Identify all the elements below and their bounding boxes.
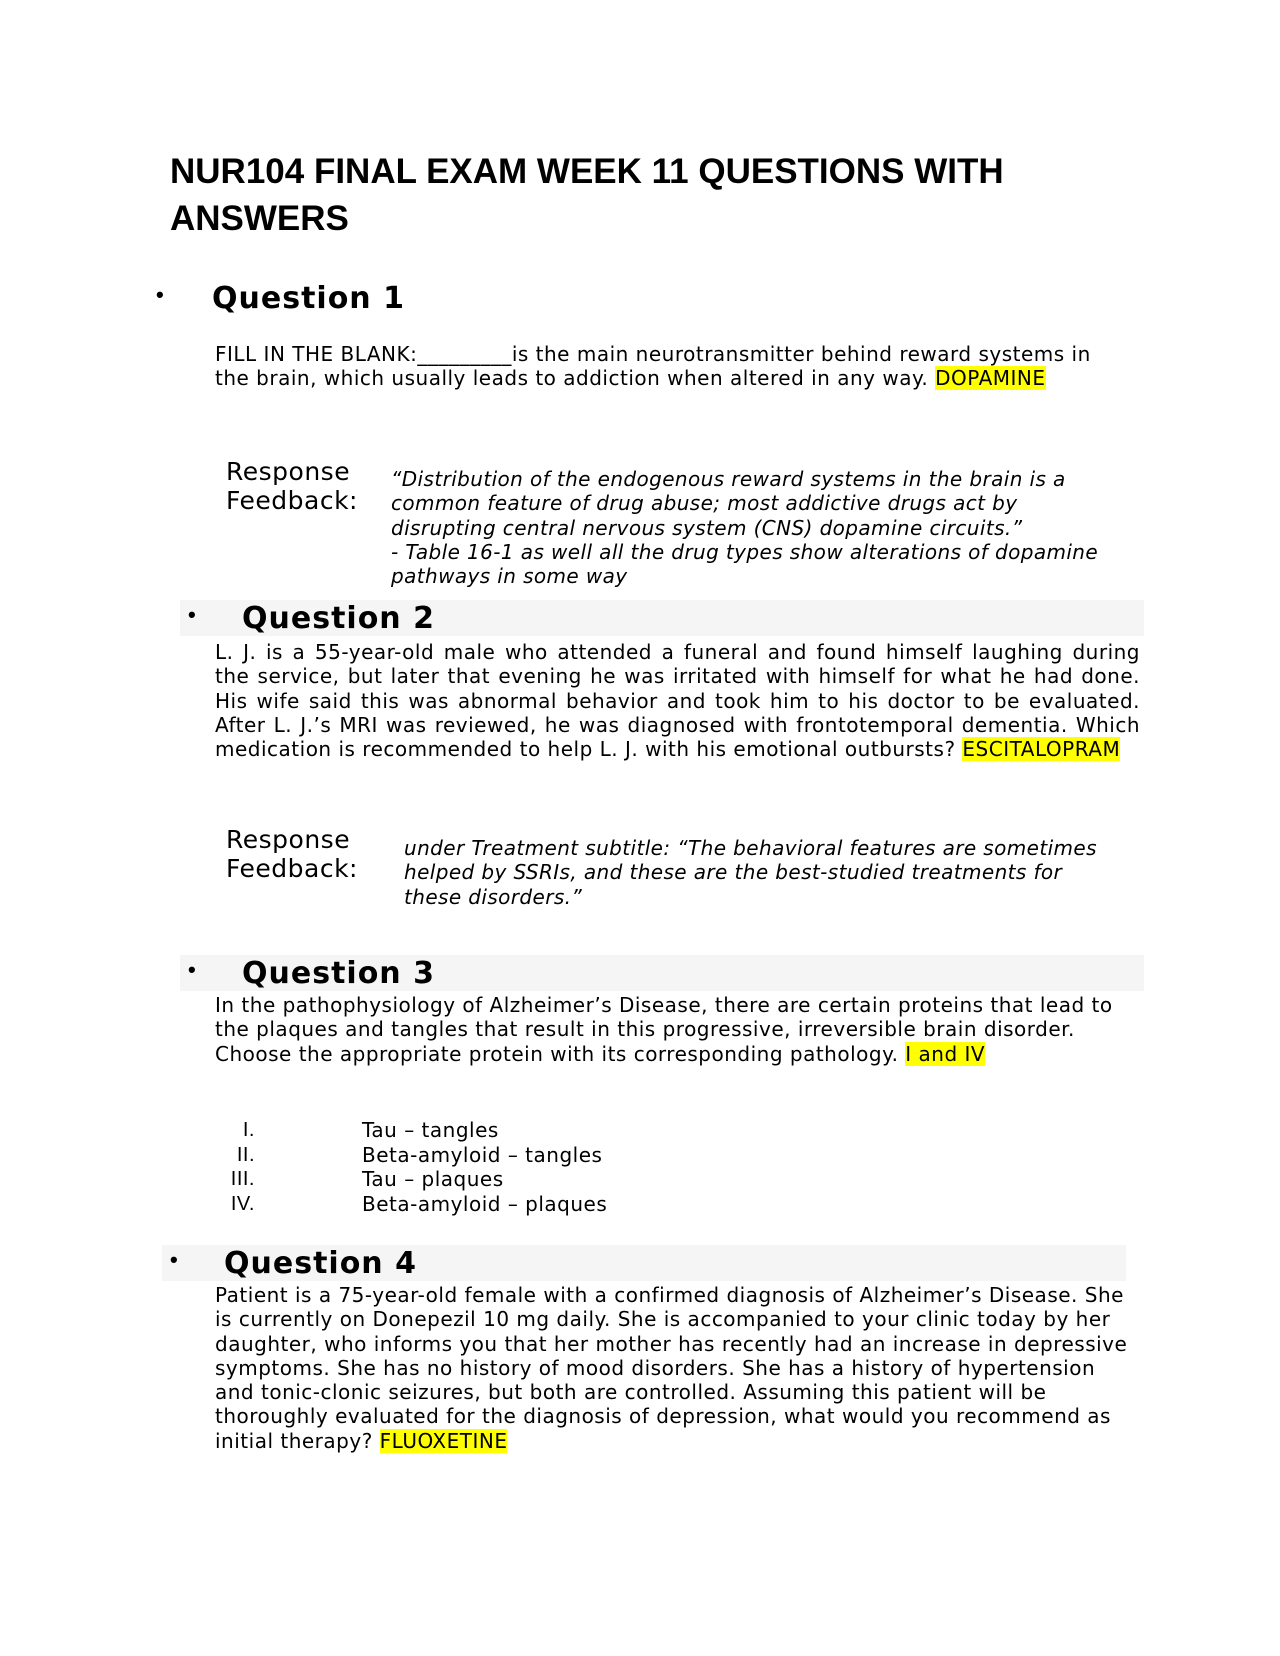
bullet-icon: • xyxy=(188,602,197,627)
option-number: I. xyxy=(242,1119,255,1141)
question-3-instruction: Choose the appropriate protein with its corresponding pathology. xyxy=(215,1041,899,1066)
question-2-heading xyxy=(180,600,1144,636)
document-title: NUR104 FINAL EXAM WEEK 11 QUESTIONS WITH ANSWERS xyxy=(170,152,1004,238)
question-4-prompt: Patient is a 75-year-old female with a confirmed diagnosis of Alzheimer’s Disease. She is currently on Donepezil 10 mg daily. She is accompanied to your clinic today by her daughter, who informs you that her mother has recently had an increase in depressive symptoms. She has no history of mood disorders. She has a history of hypertension and tonic-clonic seizures, but both are controlled. Assuming this patient will be thoroughly evaluated for the diagnosis of depression, what would you recommend as initial therapy? xyxy=(215,1283,1128,1453)
question-3-prompt: In the pathophysiology of Alzheimer’s Disease, there are certain proteins that lead to the plaques and tangles that result in this progressive, irreversible brain disorder. xyxy=(215,993,1113,1042)
question-3-text xyxy=(215,993,1120,1066)
question-3-label: Question 3 xyxy=(242,955,435,991)
bullet-icon: • xyxy=(156,282,165,307)
option-text: Beta-amyloid – tangles xyxy=(362,1142,603,1167)
list-item xyxy=(215,1143,715,1168)
question-1-feedback-label: Response Feedback: xyxy=(226,457,358,515)
question-4-heading xyxy=(162,1245,1126,1281)
question-3-options xyxy=(215,1118,715,1216)
option-number: III. xyxy=(230,1168,255,1190)
list-item xyxy=(215,1192,715,1217)
option-number: IV. xyxy=(230,1192,255,1215)
question-4-label: Question 4 xyxy=(224,1245,417,1281)
question-2-label: Question 2 xyxy=(242,600,435,636)
question-1-prompt: FILL IN THE BLANK:_________is the main neurotransmitter behind reward systems in the brain, which usually leads to addiction when altered in any way. xyxy=(215,342,1091,391)
question-1-label: Question 1 xyxy=(212,280,405,316)
option-number: II. xyxy=(236,1143,255,1166)
question-2-prompt: L. J. is a 55-year-old male who attended a funeral and found himself laughing during the service, but later that evening he was irritated with himself for what he had done. His wife said this was abnormal behavior and took him to his doctor to be evaluated. After L. J.’s MRI was reviewed, he was diagnosed with frontotemporal dementia. Which medication is recommended to help L. J. with his emotional outbursts? xyxy=(215,640,1140,762)
question-1-heading xyxy=(150,280,1050,316)
bullet-icon: • xyxy=(170,1247,179,1272)
question-1-feedback-quote: “Distribution of the endogenous reward systems in the brain is a common feature of drug abuse; most addictive drugs act by disrupting central nervous system (CNS) dopamine circuits.” xyxy=(391,467,1066,540)
list-item xyxy=(215,1118,715,1143)
question-1-text xyxy=(215,342,1095,391)
option-text: Beta-amyloid – plaques xyxy=(362,1191,608,1216)
question-2-text xyxy=(215,640,1140,761)
option-text: Tau – tangles xyxy=(362,1118,499,1142)
question-3-answer: I and IV xyxy=(905,1041,986,1066)
question-4-text xyxy=(215,1283,1130,1453)
question-1-answer: DOPAMINE xyxy=(935,366,1046,391)
question-1-feedback-note: - Table 16-1 as well all the drug types show alterations of dopamine pathways in some way xyxy=(391,540,1099,589)
question-2-feedback-label: Response Feedback: xyxy=(226,825,358,883)
question-2-feedback-quote: under Treatment subtitle: “The behavioral features are sometimes helped by SSRIs, and these are the best-studied treatments for these disorders.” xyxy=(404,836,1097,909)
question-2-answer: ESCITALOPRAM xyxy=(962,737,1121,762)
question-3-heading xyxy=(180,955,1144,991)
question-4-answer: FLUOXETINE xyxy=(379,1428,508,1453)
list-item xyxy=(215,1167,715,1192)
bullet-icon: • xyxy=(188,957,197,982)
option-text: Tau – plaques xyxy=(362,1167,504,1191)
